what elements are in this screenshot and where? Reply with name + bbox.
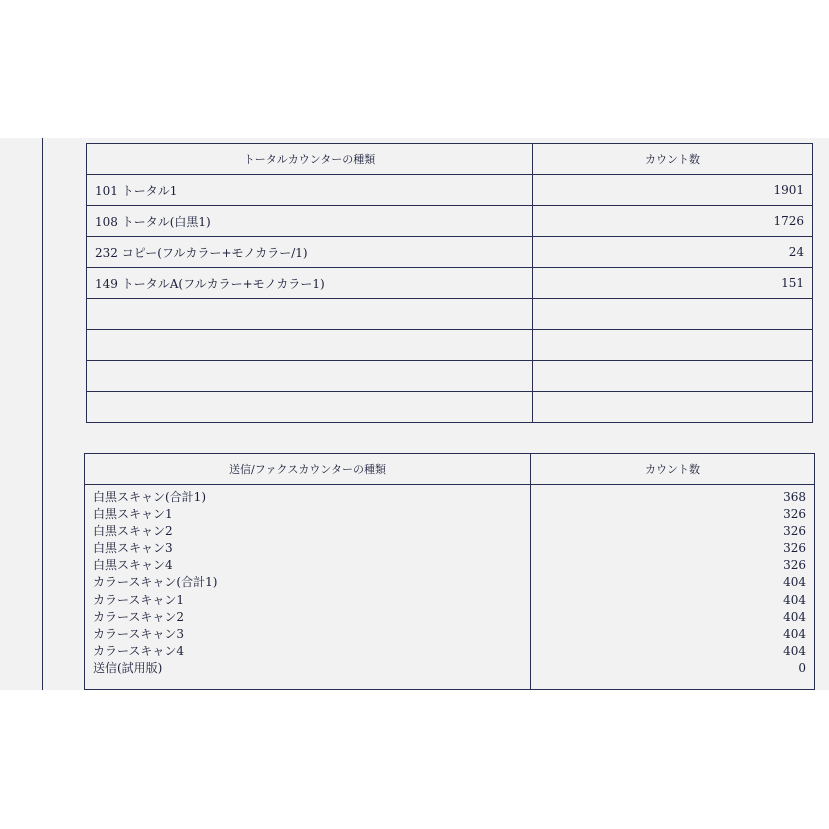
send-fax-type-header: 送信/ファクスカウンターの種類 <box>85 454 531 485</box>
counter-type-cell: 232 コピー(フルカラー+モノカラー/1) <box>87 237 533 268</box>
list-item-value: 404 <box>783 575 806 590</box>
list-item: 白黒スキャン(合計1) <box>93 490 206 504</box>
table-row <box>87 330 813 361</box>
table-row <box>87 392 813 423</box>
counter-report-sheet <box>0 138 829 690</box>
counter-value-cell: 1901 <box>533 175 813 206</box>
counter-value-cell: 151 <box>533 268 813 299</box>
counter-value-cell <box>533 392 813 423</box>
table-row <box>87 268 813 299</box>
list-item-value: 326 <box>783 541 806 556</box>
list-item: カラースキャン(合計1) <box>93 575 218 590</box>
send-fax-type-list <box>85 485 531 690</box>
list-item-value: 368 <box>783 490 806 504</box>
counter-value-cell <box>533 330 813 361</box>
list-item-value: 326 <box>783 558 806 573</box>
table-row <box>87 361 813 392</box>
table-header-row <box>85 454 815 485</box>
table-row <box>87 175 813 206</box>
list-item-value: 404 <box>783 609 806 624</box>
list-item: 白黒スキャン2 <box>93 524 173 539</box>
list-item-value: 404 <box>783 643 806 658</box>
counter-value-cell <box>533 361 813 392</box>
counter-type-cell: 149 トータルA(フルカラー+モノカラー1) <box>87 268 533 299</box>
counter-type-cell <box>87 299 533 330</box>
list-item-value: 326 <box>783 507 806 522</box>
counter-type-cell <box>87 330 533 361</box>
counter-type-cell: 101 トータル1 <box>87 175 533 206</box>
counter-type-cell <box>87 392 533 423</box>
total-counter-table <box>86 143 813 423</box>
list-item: 白黒スキャン4 <box>93 558 173 573</box>
table-row <box>85 485 815 690</box>
list-item: 白黒スキャン3 <box>93 541 173 556</box>
send-fax-count-list <box>531 485 815 690</box>
list-item: カラースキャン4 <box>93 643 185 658</box>
list-item: 白黒スキャン1 <box>93 507 173 522</box>
counter-type-cell <box>87 361 533 392</box>
list-item-value: 326 <box>783 524 806 539</box>
list-item: カラースキャン3 <box>93 626 185 641</box>
table-header-row <box>87 144 813 175</box>
send-fax-count-header: カウント数 <box>531 454 815 485</box>
total-counter-type-header: トータルカウンターの種類 <box>87 144 533 175</box>
list-item: カラースキャン1 <box>93 592 185 607</box>
list-item-value: 404 <box>783 626 806 641</box>
list-item: カラースキャン2 <box>93 609 185 624</box>
counter-type-cell: 108 トータル(白黒1) <box>87 206 533 237</box>
counter-value-cell: 1726 <box>533 206 813 237</box>
counter-value-cell <box>533 299 813 330</box>
total-counter-count-header: カウント数 <box>533 144 813 175</box>
table-row <box>87 299 813 330</box>
send-fax-counter-table <box>84 453 815 690</box>
list-item: 送信(試用版) <box>93 660 163 675</box>
table-row <box>87 237 813 268</box>
list-item-value: 0 <box>798 660 806 675</box>
table-row <box>87 206 813 237</box>
list-item-value: 404 <box>783 592 806 607</box>
left-margin-line <box>42 138 43 690</box>
counter-value-cell: 24 <box>533 237 813 268</box>
